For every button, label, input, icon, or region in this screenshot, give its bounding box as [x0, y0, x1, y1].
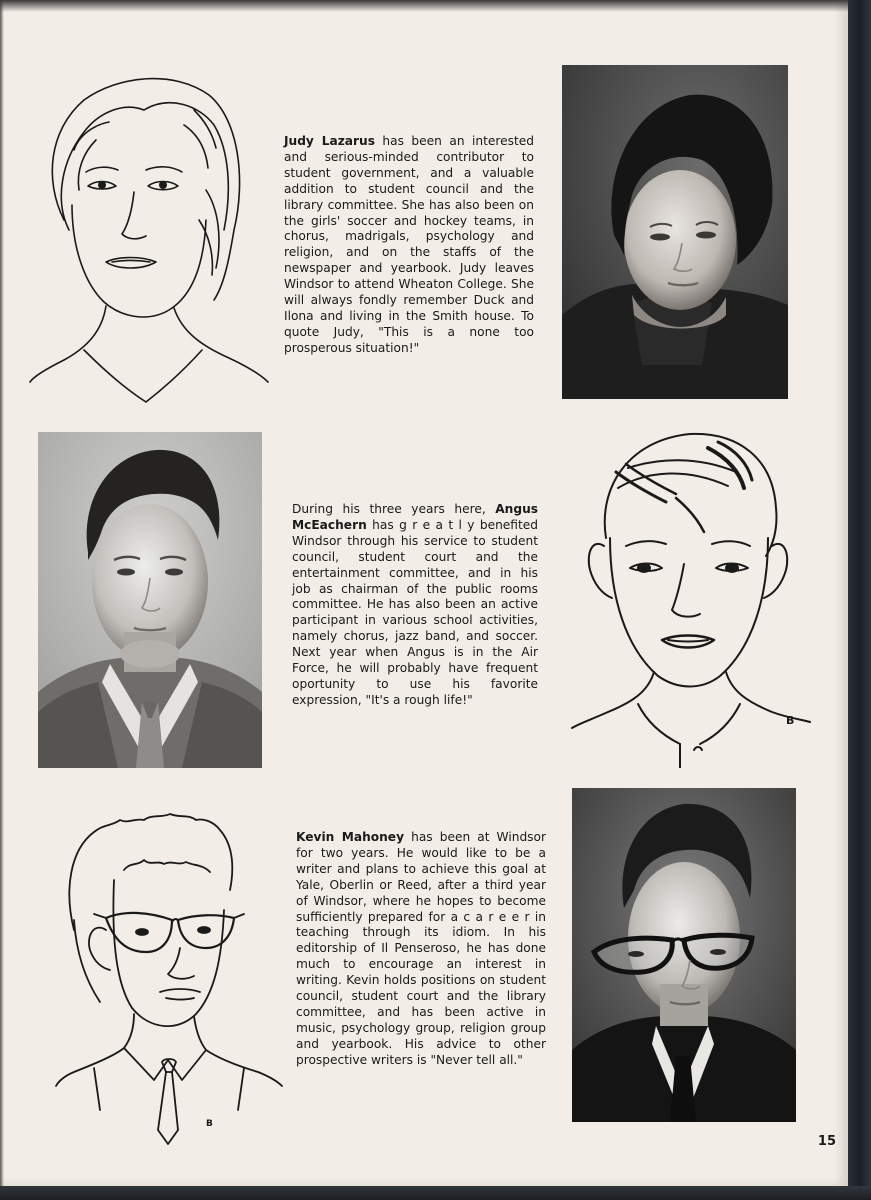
bio-intro: During his three years here, [292, 502, 496, 516]
book-bottom-edge [0, 1186, 871, 1200]
book-spine [848, 0, 871, 1200]
student-name: Angus McEachern [292, 502, 538, 532]
bio-angus-mceachern [292, 502, 538, 709]
artist-signature: B [786, 714, 795, 727]
sketch-portrait-kevin [54, 810, 284, 1150]
bio-judy-lazarus [284, 134, 534, 357]
bio-text: has been at Windsor for two years. He would like to be a writer and plans to achieve this goal at Yale, Oberlin or Reed, after a third year of Windsor, where he hopes to become sufficiently prepared for a c a r e e r in teaching through its idiom. In his editorship of Il Penseroso, he has done much to encourage an interest in writing. Kevin holds positions on student council, student court and the library committee, and has been active in music, psychology group, religion group and yearbook. His advice to other prospective writers is "Never tell all." [296, 830, 546, 1067]
sketch-portrait-angus [568, 428, 818, 768]
page-number: 15 [817, 1134, 836, 1149]
student-name: Kevin Mahoney [296, 830, 405, 844]
bio-text: has been an interested and serious-minded contributor to student government, and a valuable addition to student council and the library committee. She has also been on the girls' soccer and hockey teams, in chorus, madrigals, psychology and religion, and on the staffs of the newspaper and yearbook. Judy leaves Windsor to attend Wheaton College. She will always fondly remember Duck and Ilona and living in the Smith house. To quote Judy, "This is a none too prosperous situation!" [284, 134, 534, 355]
photo-kevin-mahoney [572, 788, 796, 1122]
page-top-edge-shadow [0, 0, 848, 12]
photo-judy-lazarus [562, 65, 788, 399]
artist-signature: B [206, 1119, 213, 1129]
student-name: Judy Lazarus [284, 134, 375, 148]
page-left-edge-shadow [0, 0, 4, 1186]
bio-text: has g r e a t l y benefited Windsor through his service to student council, student court and the entertainment committee, and in his job as chairman of the public rooms committee. He has also been an active participant in various school activities, namely chorus, jazz band, and soccer. Next year when Angus is in the Air Force, he will probably have frequent oportunity to use his favorite expression, "It's a rough life!" [292, 517, 538, 707]
photo-angus-mceachern [38, 432, 262, 768]
bio-kevin-mahoney [296, 830, 546, 1069]
sketch-portrait-judy [24, 70, 274, 410]
